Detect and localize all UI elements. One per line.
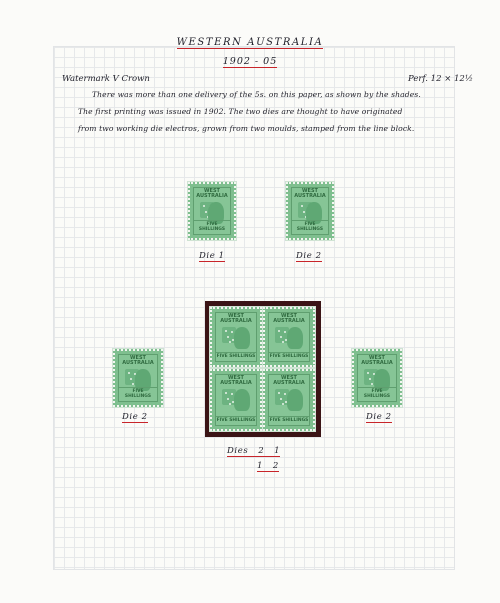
- stamp-top-text: WEST AUSTRALIA: [361, 355, 393, 366]
- stamp-top-text: WEST AUSTRALIA: [294, 188, 326, 199]
- stamp-top-text: WEST AUSTRALIA: [220, 375, 252, 386]
- stamp-value-text: FIVE SHILLINGS: [119, 387, 157, 399]
- caption-die-2-left: Die 2: [122, 412, 148, 422]
- caption-die-1: Die 1: [199, 251, 225, 261]
- stamp-value-text: FIVE SHILLINGS: [292, 220, 328, 232]
- page-title: WESTERN AUSTRALIA: [176, 37, 324, 48]
- stamp-value-text: FIVE SHILLINGS: [269, 418, 309, 423]
- block-stamp-top-right: [263, 307, 315, 367]
- description-line-1: There was more than one delivery of the 5s. on this paper, as shown by the shades.: [92, 90, 421, 99]
- stamp-die-2-right: [352, 349, 402, 407]
- page-years: 1902 - 05: [222, 56, 278, 67]
- block-stamp-bottom-left: [210, 369, 262, 431]
- queen-portrait-icon: [287, 389, 303, 411]
- stamp-die-2-left: [113, 349, 163, 407]
- block-stamp-bottom-right: [263, 369, 315, 431]
- stamp-die-2-top: [286, 182, 334, 240]
- caption-die-2-right: Die 2: [366, 412, 392, 422]
- caption-block-dies-row-1: Dies 2 1: [227, 446, 281, 456]
- block-stamp-top-left: [210, 307, 262, 367]
- stamp-top-text: WEST AUSTRALIA: [273, 313, 305, 324]
- stamp-value-text: FIVE SHILLINGS: [216, 354, 256, 359]
- stamp-top-text: WEST AUSTRALIA: [196, 188, 228, 199]
- description-line-3: from two working die electros, grown from two moulds, stamped from the line block.: [78, 124, 415, 133]
- watermark-label: Watermark V Crown: [62, 74, 150, 84]
- stamp-value-text: FIVE SHILLINGS: [216, 418, 256, 423]
- perforation-label: Perf. 12 × 12½: [408, 74, 474, 84]
- stamp-top-text: WEST AUSTRALIA: [273, 375, 305, 386]
- stamp-value-text: FIVE SHILLINGS: [269, 354, 309, 359]
- stamp-die-1: [188, 182, 236, 240]
- block-of-four-mount: [205, 301, 321, 437]
- queen-portrait-icon: [234, 327, 250, 349]
- description-line-2: The first printing was issued in 1902. The two dies are thought to have originated: [78, 107, 403, 116]
- queen-portrait-icon: [234, 389, 250, 411]
- stamp-top-text: WEST AUSTRALIA: [122, 355, 154, 366]
- caption-die-2-top: Die 2: [296, 251, 322, 261]
- caption-block-dies-row-2: 1 2: [257, 461, 279, 471]
- stamp-value-text: FIVE SHILLINGS: [358, 387, 396, 399]
- stamp-top-text: WEST AUSTRALIA: [220, 313, 252, 324]
- stamp-value-text: FIVE SHILLINGS: [194, 220, 230, 232]
- queen-portrait-icon: [287, 327, 303, 349]
